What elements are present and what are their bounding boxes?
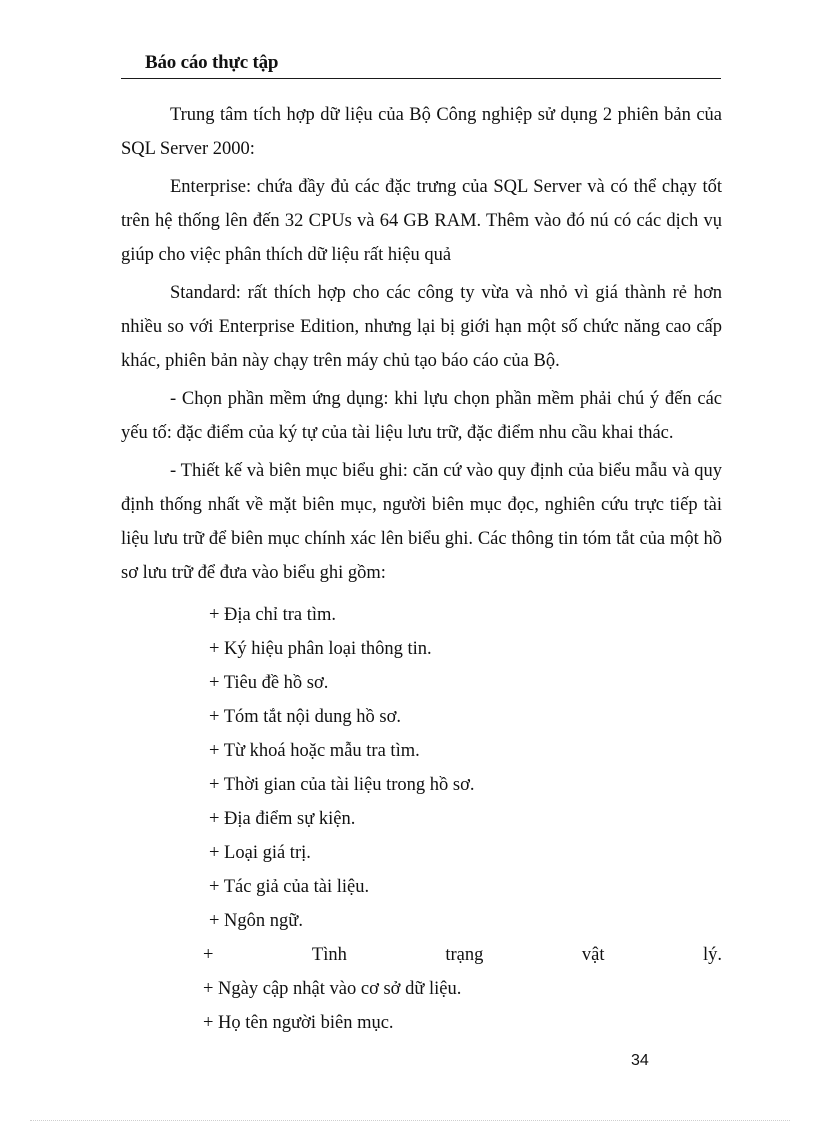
header-title: Báo cáo thực tập: [145, 52, 279, 73]
spread-word: +: [203, 945, 214, 965]
list-item-justified: [121, 938, 722, 972]
page-number: 34: [631, 1052, 649, 1069]
paragraph: Enterprise: chứa đầy đủ các đặc trưng của SQL Server và có thể chạy tốt trên hệ thống lên đến 32 CPUs và 64 GB RAM. Thêm vào đó nú có các dịch vụ giúp cho việc phân thích dữ liệu rất hiệu quả: [121, 177, 722, 265]
list-item: + Từ khoá hoặc mẫu tra tìm.: [209, 741, 420, 761]
spread-word: vật: [581, 945, 605, 965]
spread-word: trạng: [445, 945, 484, 965]
list-item: + Tác giả của tài liệu.: [209, 877, 370, 897]
list-item: + Địa điểm sự kiện.: [209, 809, 356, 829]
list-item: + Tiêu đề hồ sơ.: [209, 673, 329, 693]
paragraph: Trung tâm tích hợp dữ liệu của Bộ Công nghiệp sử dụng 2 phiên bản của SQL Server 2000:: [121, 105, 722, 159]
spread-word: lý.: [702, 945, 722, 965]
paragraph: - Thiết kế và biên mục biểu ghi: căn cứ vào quy định của biểu mẫu và quy định thống nhất về mặt biên mục, người biên mục đọc, nghiên cứu trực tiếp tài liệu lưu trữ để biên mục chính xác lên biểu ghi. Các thông tin tóm tắt của một hồ sơ lưu trữ để đưa vào biểu ghi gồm:: [121, 461, 722, 583]
page-header: [121, 50, 721, 79]
paragraph: - Chọn phần mềm ứng dụng: khi lựu chọn phần mềm phải chú ý đến các yếu tố: đặc điểm của ký tự của tài liệu lưu trữ, đặc điểm nhu cầu khai thác.: [121, 389, 722, 443]
list-item: + Họ tên người biên mục.: [203, 1013, 394, 1033]
list-item: + Địa chỉ tra tìm.: [209, 605, 337, 625]
list-item: + Thời gian của tài liệu trong hồ sơ.: [209, 775, 475, 795]
list-item: + Tóm tắt nội dung hồ sơ.: [209, 707, 402, 727]
spread-word: Tình: [311, 945, 347, 965]
list-item: + Ngôn ngữ.: [209, 911, 303, 931]
list-item: + Ngày cập nhật vào cơ sở dữ liệu.: [203, 979, 462, 999]
body-text: [121, 98, 722, 1040]
footer-divider: [30, 1120, 790, 1121]
list-item: + Loại giá trị.: [209, 843, 311, 863]
record-fields-list: [121, 598, 722, 1040]
list-item: + Ký hiệu phân loại thông tin.: [209, 639, 432, 659]
paragraph: Standard: rất thích hợp cho các công ty vừa và nhỏ vì giá thành rẻ hơn nhiều so với Enterprise Edition, nhưng lại bị giới hạn một số chức năng cao cấp khác, phiên bản này chạy trên máy chủ tạo báo cáo của Bộ.: [121, 283, 722, 371]
